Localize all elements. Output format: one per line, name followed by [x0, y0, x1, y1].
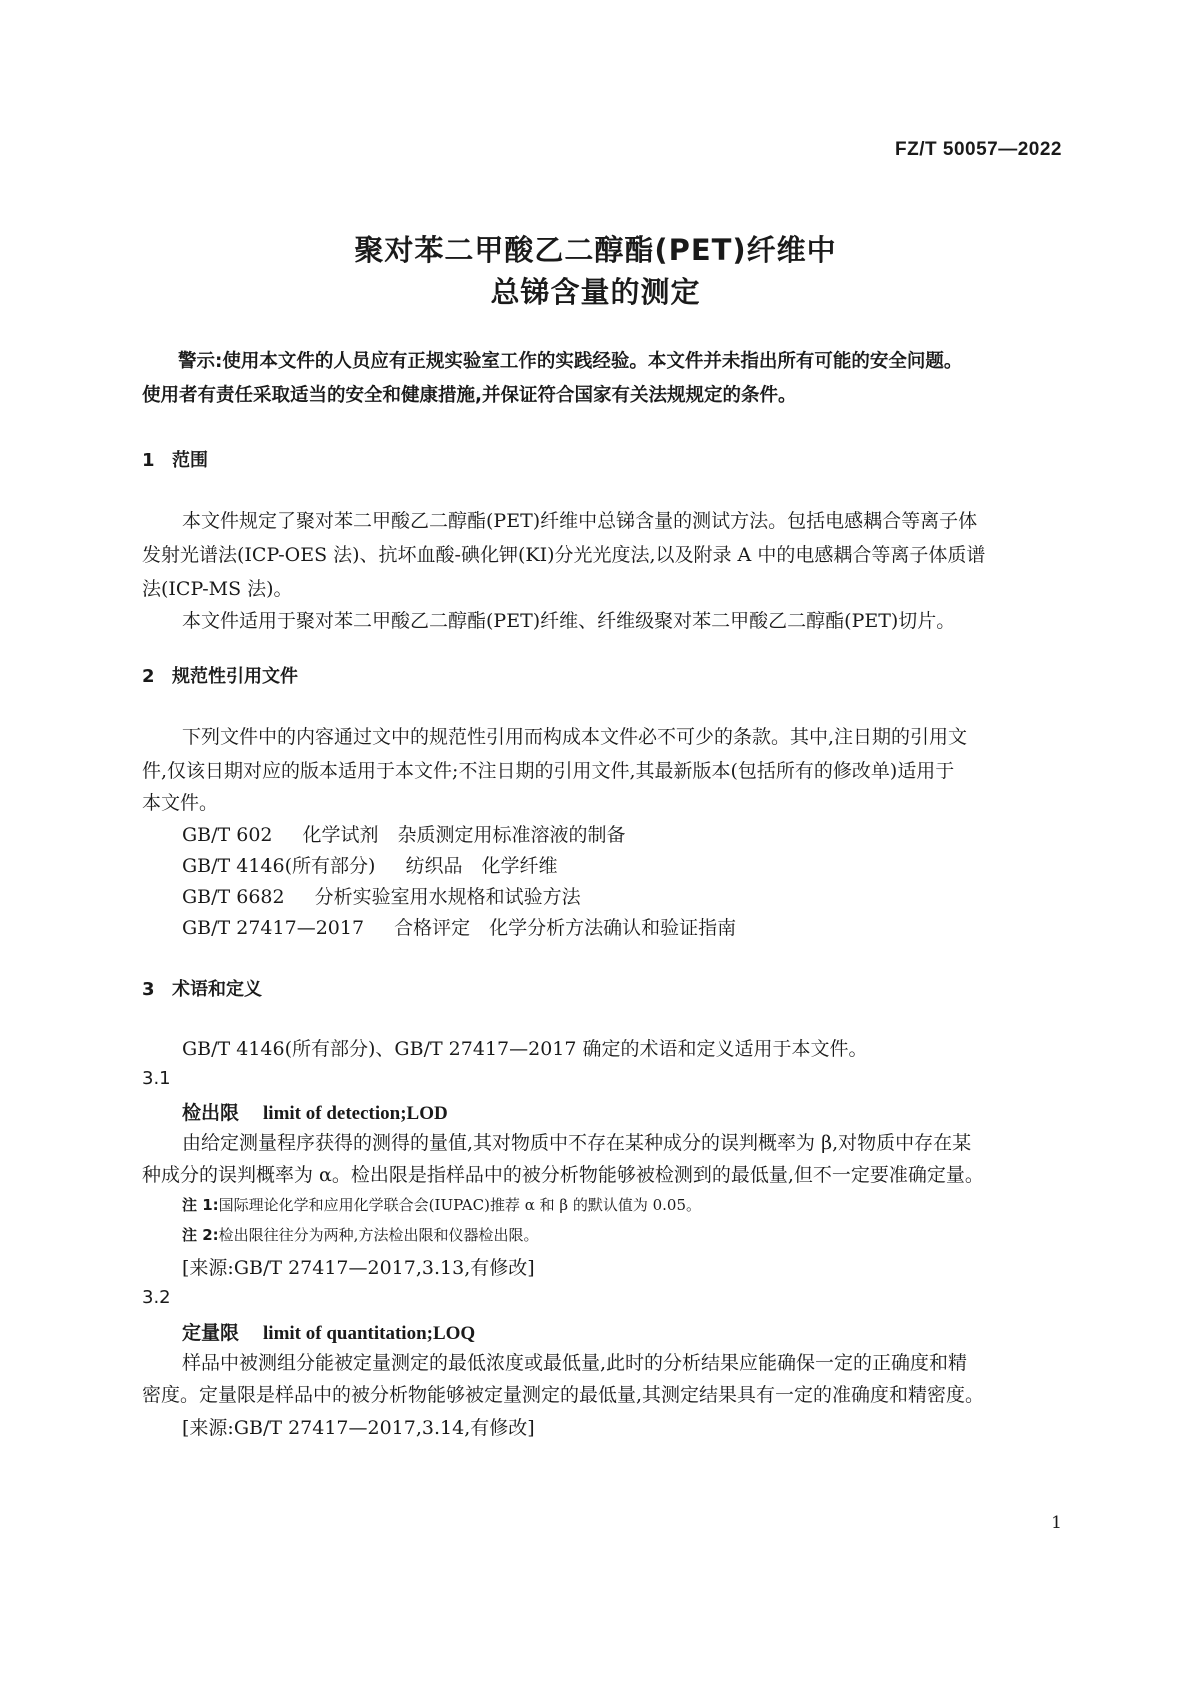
term-definition-line1: 样品中被测组分能被定量测定的最低浓度或最低量,此时的分析结果应能确保一定的正确度和精 [182, 1352, 968, 1374]
note-2 [182, 1224, 538, 1245]
section3-intro: GB/T 4146(所有部分)、GB/T 27417—2017 确定的术语和定义适用于本文件。 [182, 1038, 868, 1060]
reference-code: GB/T 602 [182, 824, 273, 846]
term-source: [来源:GB/T 27417—2017,3.14,有修改] [182, 1417, 535, 1439]
term-zh: 检出限 [182, 1102, 240, 1124]
term-title [182, 1318, 475, 1345]
reference-item [182, 913, 736, 940]
document-title-line1: 聚对苯二甲酸乙二醇酯(PET)纤维中 [354, 233, 837, 267]
warning-line2: 使用者有责任采取适当的安全和健康措施,并保证符合国家有关法规规定的条件。 [142, 385, 797, 406]
standard-code: FZ/T 50057—2022 [895, 139, 1062, 160]
section2-p1-line3: 本文件。 [142, 792, 219, 814]
reference-item [182, 851, 557, 878]
section1-p1-line3: 法(ICP-MS 法)。 [142, 578, 293, 600]
term-definition-line2: 密度。定量限是样品中的被分析物能够被定量测定的最低量,其测定结果具有一定的准确度和精密度。 [142, 1384, 985, 1406]
note-text: 检出限往往分为两种,方法检出限和仪器检出限。 [218, 1226, 539, 1244]
reference-title: 分析实验室用水规格和试验方法 [314, 886, 581, 908]
term-definition-line1: 由给定测量程序获得的测得的量值,其对物质中不存在某种成分的误判概率为 β,对物质中存在某 [182, 1132, 972, 1154]
section1-number: 1 [142, 450, 155, 471]
reference-item [182, 820, 626, 847]
section1-title: 范围 [172, 450, 208, 471]
term-en: limit of quantitation;LOQ [263, 1323, 476, 1344]
section2-p1-line1: 下列文件中的内容通过文中的规范性引用而构成本文件必不可少的条款。其中,注日期的引用文 [182, 726, 968, 748]
note-1 [182, 1194, 701, 1215]
term-definition-line2: 种成分的误判概率为 α。检出限是指样品中的被分析物能够被检测到的最低量,但不一定要准确定量。 [142, 1164, 984, 1186]
reference-title: 化学试剂 杂质测定用标准溶液的制备 [302, 824, 626, 846]
section2-heading [142, 662, 298, 688]
section1-heading [142, 446, 208, 472]
term-number: 3.2 [142, 1287, 171, 1308]
section2-title: 规范性引用文件 [172, 666, 298, 687]
term-en: limit of detection;LOD [263, 1103, 448, 1124]
reference-code: GB/T 27417—2017 [182, 917, 365, 939]
warning-line1: 警示:使用本文件的人员应有正规实验室工作的实践经验。本文件并未指出所有可能的安全问题。 [178, 351, 963, 372]
reference-code: GB/T 4146(所有部分) [182, 855, 376, 877]
note-label: 注 2: [182, 1226, 219, 1244]
note-text: 国际理论化学和应用化学联合会(IUPAC)推荐 α 和 β 的默认值为 0.05。 [218, 1196, 702, 1214]
term-number: 3.1 [142, 1068, 171, 1089]
section1-p1-line2: 发射光谱法(ICP-OES 法)、抗坏血酸-碘化钾(KI)分光光度法,以及附录 A 中的电感耦合等离子体质谱 [142, 544, 986, 566]
warning-block [142, 345, 1057, 413]
term-zh: 定量限 [182, 1322, 240, 1344]
section2-number: 2 [142, 666, 155, 687]
section3-number: 3 [142, 979, 155, 1000]
reference-item [182, 882, 581, 909]
section3-heading [142, 975, 262, 1001]
section1-p1-line1: 本文件规定了聚对苯二甲酸乙二醇酯(PET)纤维中总锑含量的测试方法。包括电感耦合等离子体 [182, 510, 978, 532]
section1-p2: 本文件适用于聚对苯二甲酸乙二醇酯(PET)纤维、纤维级聚对苯二甲酸乙二醇酯(PET)切片。 [182, 610, 956, 632]
term-title [182, 1098, 448, 1125]
section2-p1-line2: 件,仅该日期对应的版本适用于本文件;不注日期的引用文件,其最新版本(包括所有的修改单)适用于 [142, 760, 955, 782]
reference-code: GB/T 6682 [182, 886, 285, 908]
section3-title: 术语和定义 [172, 979, 262, 1000]
reference-title: 合格评定 化学分析方法确认和验证指南 [394, 917, 737, 939]
note-label: 注 1: [182, 1196, 219, 1214]
document-title-line2: 总锑含量的测定 [490, 275, 701, 309]
term-source: [来源:GB/T 27417—2017,3.13,有修改] [182, 1257, 535, 1279]
reference-title: 纺织品 化学纤维 [405, 855, 558, 877]
page-number: 1 [1051, 1513, 1062, 1533]
